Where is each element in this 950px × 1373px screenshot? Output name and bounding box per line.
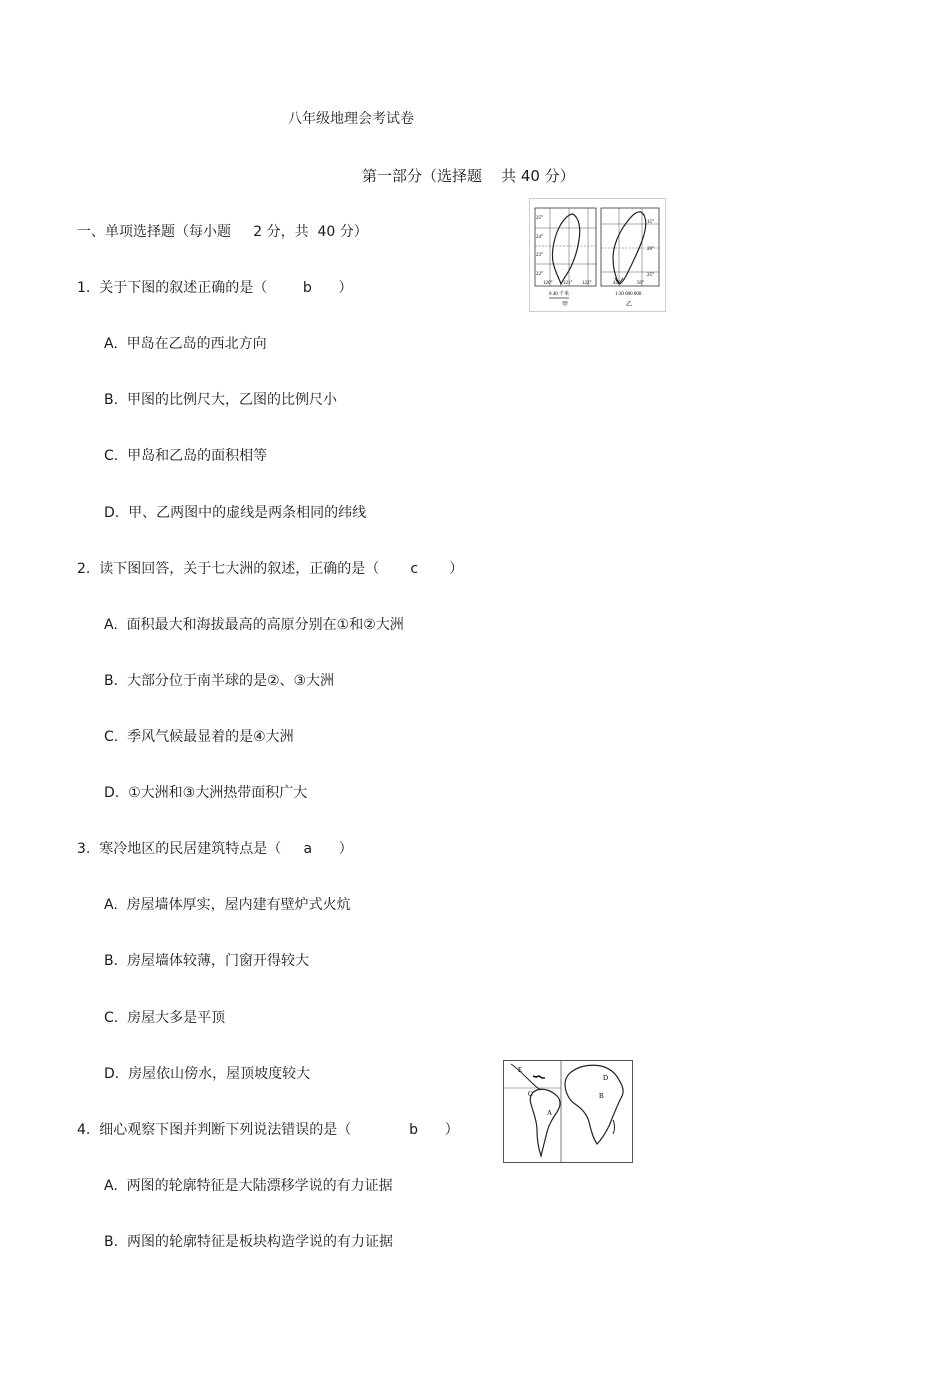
question-1-option-a: A. 甲岛在乙岛的西北方向 [104,336,267,352]
section-heading: 一、单项选择题（每小题 2 分，共 40 分） [77,224,368,240]
question-2-stem: 2. 读下图回答，关于七大洲的叙述，正确的是（ c ） [77,561,464,577]
map-label-e: E [518,1066,523,1074]
question-3-option-d: D. 房屋依山傍水，屋顶坡度较大 [104,1066,311,1082]
left-lat-label: 22° [536,272,543,277]
right-caption: 乙 [626,301,633,308]
question-1-stem: 1. 关于下图的叙述正确的是（ b ） [77,280,353,296]
map-label-a: A [547,1109,553,1117]
left-lon-label: 122° [582,281,592,286]
right-scale-label: 1:30 000 000 [615,292,642,297]
part-heading: 第一部分（选择题 共 40 分） [362,167,575,185]
question-2-option-b: B. 大部分位于南半球的是②、③大洲 [104,673,335,689]
continents-map-figure [503,1060,633,1163]
question-3-stem: 3. 寒冷地区的民居建筑特点是（ a ） [77,841,353,857]
left-lat-label: 24° [536,235,543,240]
left-lat-label: 25° [536,216,543,221]
question-2-option-c: C. 季风气候最显着的是④大洲 [104,729,294,745]
left-caption: 甲 [562,301,569,308]
left-scale-label: 0 40 千米 [549,292,570,297]
left-lon-label: 121° [563,281,573,286]
question-3-option-a: A. 房屋墙体厚实，屋内建有壁炉式火炕 [104,897,351,913]
question-4-stem: 4. 细心观察下图并判断下列说法错误的是（ b ） [77,1122,459,1138]
right-lon-label: 45° [613,281,620,286]
left-lat-label: 23° [536,253,543,258]
left-lon-label: 120° [543,281,553,286]
question-1-option-c: C. 甲岛和乙岛的面积相等 [104,448,268,464]
right-lat-label: 20° [647,247,654,252]
page-title: 八年级地理会考试卷 [288,111,414,127]
map-label-b: B [599,1092,604,1100]
question-1-option-b: B. 甲图的比例尺大，乙图的比例尺小 [104,392,337,408]
question-4-option-b: B. 两图的轮廓特征是板块构造学说的有力证据 [104,1234,393,1250]
right-lat-label: 15° [647,220,654,225]
right-lat-label: 25° [647,273,654,278]
question-3-option-c: C. 房屋大多是平顶 [104,1010,226,1026]
question-2-option-a: A. 面积最大和海拔最高的高原分别在①和②大洲 [104,617,404,633]
map-label-d: D [603,1074,609,1082]
question-1-option-d: D. 甲、乙两图中的虚线是两条相同的纬线 [104,505,367,521]
question-4-option-a: A. 两图的轮廓特征是大陆漂移学说的有力证据 [104,1178,393,1194]
question-2-option-d: D. ①大洲和③大洲热带面积广大 [104,785,308,801]
right-lon-label: 50° [637,281,644,286]
map-label-c: C [528,1090,533,1098]
question-3-option-b: B. 房屋墙体较薄，门窗开得较大 [104,953,309,969]
island-maps-figure [529,198,666,312]
